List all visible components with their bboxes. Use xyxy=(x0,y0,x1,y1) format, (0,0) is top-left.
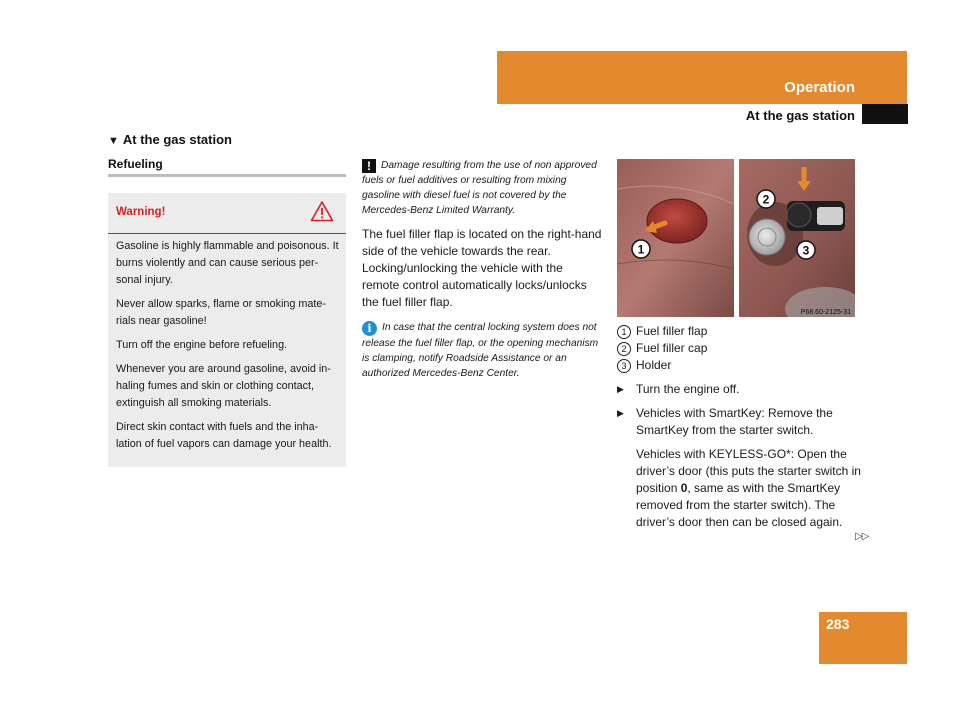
warning-paragraph: Direct skin contact with fuels and the inhalation of fuel vapors can damage your health. xyxy=(116,421,332,450)
exclamation-icon: ! xyxy=(362,159,376,173)
keyless-position: 0 xyxy=(680,481,688,495)
page-number: 283 xyxy=(826,616,850,632)
info-note-text: In case that the central locking system does not release the fuel filler flap, or the opening mechanism is clamping, notify Roadside Assistance or an authorized Mercedes-Benz Center. xyxy=(362,322,599,379)
header-tab-marker xyxy=(862,104,908,124)
legend-item xyxy=(617,323,867,340)
warning-paragraph: Never allow sparks, flame or smoking materials near gasoline! xyxy=(116,298,327,327)
bullet-arrow-icon: ▶ xyxy=(617,384,624,394)
callout-1: 1 xyxy=(637,242,645,257)
keyless-text-after: , same as with the SmartKey removed from the starter switch). The driver’s door then can be closed again. xyxy=(636,481,843,529)
damage-note-text: Damage resulting from the use of non approved fuels or fuel additives or resulting from mixing gasoline with diesel fuel is not covered by the Mercedes-Benz Limited Warranty. xyxy=(362,160,597,216)
triangle-down-icon: ▼ xyxy=(108,135,119,147)
legend-number: 1 xyxy=(617,325,631,339)
fuel-flap-photo xyxy=(617,159,855,317)
legend-item xyxy=(617,357,867,374)
legend-item xyxy=(617,340,867,357)
header-bar xyxy=(497,51,907,104)
step-item xyxy=(617,405,862,439)
fuel-flap-shape xyxy=(647,199,707,243)
damage-note xyxy=(362,158,602,218)
keyless-paragraph xyxy=(617,446,862,531)
legend-text: Holder xyxy=(636,358,672,372)
callout-2: 2 xyxy=(762,192,770,207)
step-item xyxy=(617,381,862,398)
callout-3: 3 xyxy=(802,243,810,258)
step-text: Turn the engine off. xyxy=(636,382,740,396)
instruction-steps xyxy=(617,381,862,531)
keyless-text-before: Vehicles with KEYLESS-GO*: Open the driver’s door (this puts the starter switch in position xyxy=(636,447,861,495)
fuel-cap-shape xyxy=(749,219,785,255)
page-subheading: Refueling xyxy=(108,157,163,171)
figure-legend xyxy=(617,323,867,374)
warning-label: Warning! xyxy=(116,206,166,218)
info-icon: i xyxy=(362,321,377,336)
legend-number: 3 xyxy=(617,359,631,373)
legend-text: Fuel filler flap xyxy=(636,324,708,338)
bullet-arrow-icon: ▶ xyxy=(617,408,624,418)
step-text: Vehicles with SmartKey: Remove the SmartKey from the starter switch. xyxy=(636,406,833,437)
page-heading-text: At the gas station xyxy=(122,132,232,147)
figure-code: P68.60-2125-31 xyxy=(800,309,851,316)
legend-text: Fuel filler cap xyxy=(636,341,708,355)
page-heading xyxy=(108,132,232,147)
photo-illustration xyxy=(617,159,855,317)
legend-number: 2 xyxy=(617,342,631,356)
warning-paragraph: Whenever you are around gasoline, avoid inhaling fumes and skin or clothing contact, extinguish all smoking materials. xyxy=(116,363,331,409)
divider xyxy=(108,174,346,177)
continue-marker: ▷▷ xyxy=(855,531,869,542)
warning-box xyxy=(108,193,346,467)
warning-header xyxy=(108,193,346,234)
body-text: The fuel filler flap is located on the right-hand side of the vehicle towards the rear. Locking/unlocking the vehicle with the remote control automatically locks/unlocks the fuel filler flap. xyxy=(362,227,602,309)
warning-triangle-icon xyxy=(310,200,334,227)
warning-paragraph: Turn off the engine before refueling. xyxy=(116,339,288,351)
warning-paragraph: Gasoline is highly flammable and poisonous. It burns violently and can cause serious personal injury. xyxy=(116,240,339,286)
section-title: Operation xyxy=(784,79,855,96)
subsection-title: At the gas station xyxy=(745,108,855,123)
warning-body xyxy=(116,238,340,460)
info-note xyxy=(362,320,602,381)
